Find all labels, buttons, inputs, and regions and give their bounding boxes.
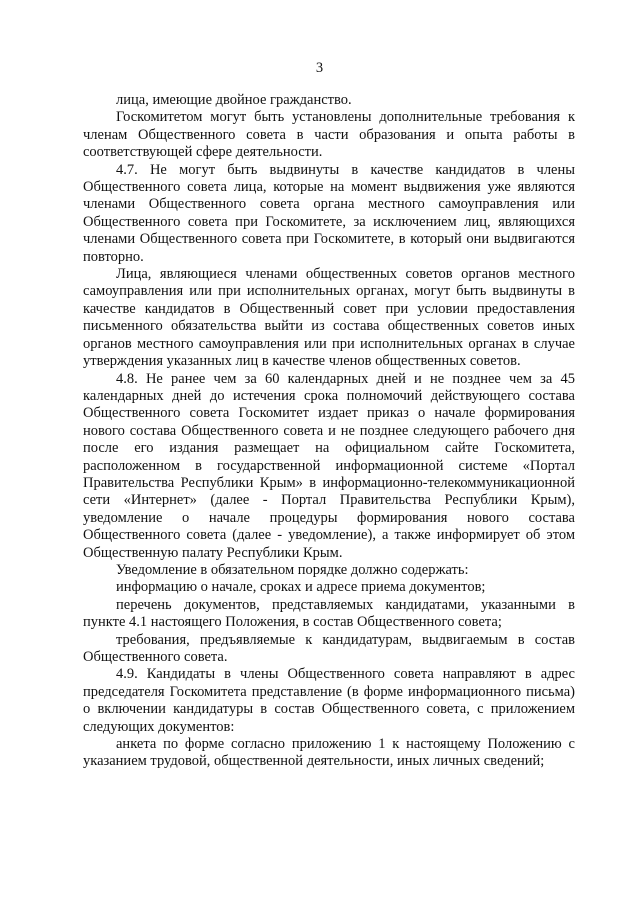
paragraph-notice-contents: Уведомление в обязательном порядке должно содержать: [116, 561, 469, 578]
page-number: 3 [315, 60, 324, 76]
paragraph-other-councils: Лица, являющиеся членами общественных советов органов местного самоуправления или при исполнительных органах, могут быть выдвинуты в качестве кандидатов в Общественный совет при условии предоставления письменного обязательства выйти из состава общественных советов иных органов местного самоуправления или при исполнительных органах в случае утверждения указанных лиц в качестве членов общественных советов. [83, 266, 575, 370]
paragraph-4-8: 4.8. Не ранее чем за 60 календарных дней и не позднее чем за 45 календарных дней до истечения срока полномочий действующего состава Общественного совета Госкомитет издает приказ о начале формирования нового состава Общественного совета и не позднее следующего рабочего дня после его издания размещает на официальном сайте Госкомитета, расположенном в государственной информационной системе «Портал Правительства Республики Крым» в информационно-телекоммуникационной сети «Интернет» (далее - Портал Правительства Республики Крым), уведомление о начале процедуры формирования нового состава Общественного совета (далее - уведомление), а также информирует об этом Общественную палату Республики Крым. [83, 370, 575, 561]
paragraph-4-9: 4.9. Кандидаты в члены Общественного совета направляют в адрес председателя Госкомитета представление (в форме информационного письма) о включении кандидатуры в состав Общественного совета, с приложением следующих документов: [83, 666, 575, 735]
document-body [83, 92, 575, 771]
list-item-questionnaire: анкета по форме согласно приложению 1 к настоящему Положению с указанием трудовой, общественной деятельности, иных личных сведений; [83, 736, 575, 770]
list-item-documents: перечень документов, представляемых кандидатами, указанными в пункте 4.1 настоящего Положения, в состав Общественного совета; [83, 596, 575, 631]
paragraph-4-7: 4.7. Не могут быть выдвинуты в качестве кандидатов в члены Общественного совета лица, которые на момент выдвижения уже являются членами Общественного совета органа местного самоуправления или Общественного совета при Госкомитете, за исключением лиц, являющихся членами Общественного совета при Госкомитете, в который они выдвигаются повторно. [83, 161, 575, 265]
paragraph-additional-requirements: Госкомитетом могут быть установлены дополнительные требования к членам Общественного совета в части образования и опыта работы в соответствующей сфере деятельности. [83, 109, 575, 161]
paragraph-dual-citizenship: лица, имеющие двойное гражданство. [116, 92, 352, 108]
list-item-info: информацию о начале, сроках и адресе приема документов; [116, 579, 486, 596]
list-item-requirements: требования, предъявляемые к кандидатурам, выдвигаемым в состав Общественного совета. [83, 631, 575, 665]
